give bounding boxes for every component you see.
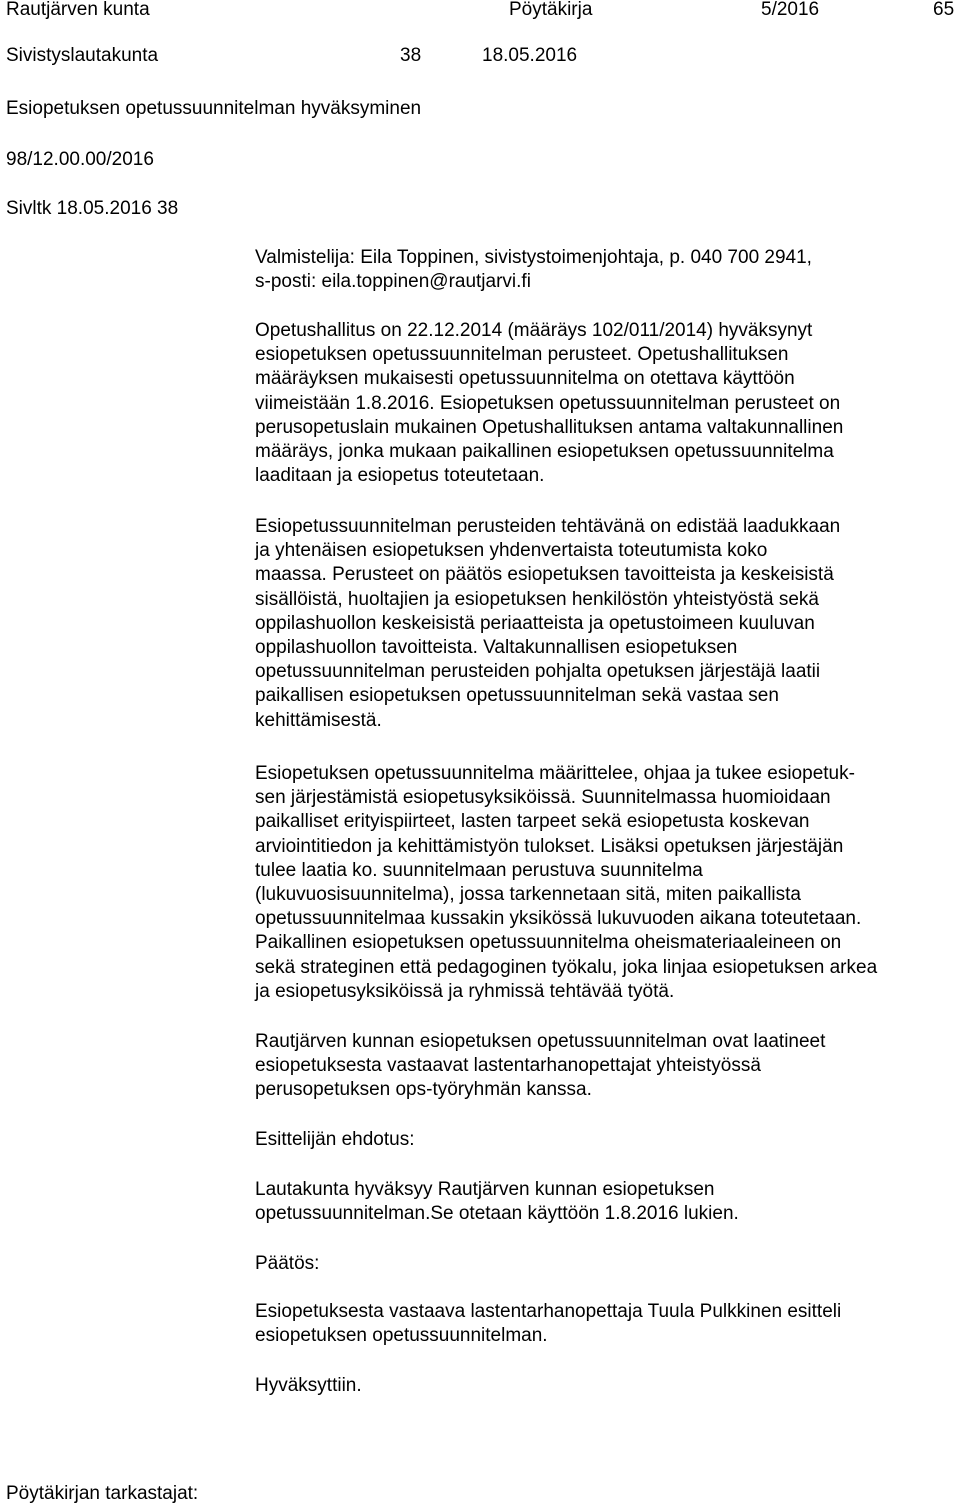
text-line: opetussuunnitelmaa kussakin yksikössä lukuvuoden aikana toteutetaan. [255, 908, 862, 930]
text-line: perusopetuslain mukainen Opetushallituksen antama valtakunnallinen [255, 416, 844, 438]
text-line: Esiopetuksesta vastaava lastentarhanopettaja Tuula Pulkkinen esitteli [255, 1301, 842, 1322]
text-line: Lautakunta hyväksyy Rautjärven kunnan esiopetuksen [255, 1179, 715, 1200]
text-line: sekä strateginen että pedagoginen työkalu, joka linjaa esiopetuksen arkea [255, 956, 878, 978]
text-line: paikalliset erityispiirteet, lasten tarpeet sekä esiopetusta koskevan [255, 811, 810, 833]
text-line: oppilashuollon keskeisistä periaatteista ja opetustoimeen kuuluvan [255, 612, 815, 634]
text-line: esiopetuksesta vastaavat lastentarhanopettajat yhteistyössä [255, 1055, 761, 1077]
text-line: sen järjestämistä esiopetusyksiköissä. Suunnitelmassa huomioidaan [255, 787, 831, 809]
text-line: opetussuunnitelman.Se otetaan käyttöön 1.8.2016 lukien. [255, 1203, 739, 1225]
paragraph-purpose [255, 515, 955, 733]
record-number: 98/12.00.00/2016 [6, 149, 154, 170]
meeting-date: 18.05.2016 [482, 45, 578, 66]
text-line: Esiopetuksen opetussuunnitelma määrittelee, ohjaa ja tukee esiopetuk- [255, 763, 855, 784]
decision-text [255, 1300, 955, 1348]
text-line: Paikallinen esiopetuksen opetussuunnitelma oheismateriaaleineen on [255, 932, 842, 954]
text-line: sisällöistä, huoltajien ja esiopetuksen henkilöstön yhteistyöstä sekä [255, 588, 819, 610]
matter-title: Esiopetuksen opetussuunnitelman hyväksyminen [6, 98, 422, 119]
text-line: Rautjärven kunnan esiopetuksen opetussuunnitelman ovat laatineet [255, 1031, 826, 1052]
section-number: 38 [400, 45, 422, 66]
paragraph-authors [255, 1030, 955, 1103]
text-line: paikallisen esiopetuksen opetussuunnitelman sekä vastaa sen [255, 685, 779, 707]
document-type: Pöytäkirja [509, 0, 593, 20]
preparer-line: Valmistelija: Eila Toppinen, sivistystoimenjohtaja, p. 040 700 2941, [255, 247, 812, 268]
text-line: määräyksen mukaisesti opetussuunnitelma on otettava käyttöön [255, 368, 795, 390]
text-line: opetussuunnitelman perusteiden pohjalta opetuksen järjestäjä laatii [255, 661, 821, 683]
proposal-text [255, 1178, 955, 1226]
decision-heading: Päätös: [255, 1253, 320, 1274]
text-line: ja yhtenäisen esiopetuksen yhdenvertaista toteutumista koko [255, 540, 768, 562]
text-line: ja esiopetusyksiköissä ja ryhmissä tehtävää työtä. [255, 980, 675, 1002]
text-line: tulee laatia ko. suunnitelmaan perustuva suunnitelma [255, 859, 703, 881]
inspectors-label: Pöytäkirjan tarkastajat: [6, 1483, 199, 1504]
text-line: (lukuvuosisuunnitelma), jossa tarkennetaan sitä, miten paikallista [255, 884, 801, 906]
paragraph-curriculum [255, 762, 955, 1004]
text-line: laaditaan ja esiopetus toteutetaan. [255, 465, 545, 487]
committee-name: Sivistyslautakunta [6, 45, 159, 66]
text-line: esiopetuksen opetussuunnitelman perusteet. Opetushallituksen [255, 344, 789, 366]
text-line: perusopetuksen ops-työryhmän kanssa. [255, 1079, 592, 1101]
text-line: arviointitiedon ja kehittämistyön tulokset. Lisäksi opetuksen järjestäjän [255, 835, 844, 857]
text-line: määräys, jonka mukaan paikallinen esiopetuksen opetussuunnitelma [255, 441, 834, 463]
decision-result: Hyväksyttiin. [255, 1375, 362, 1396]
proposal-heading: Esittelijän ehdotus: [255, 1129, 415, 1150]
text-line: viimeistään 1.8.2016. Esiopetuksen opetussuunnitelman perusteet on [255, 392, 841, 414]
municipality-name: Rautjärven kunta [6, 0, 150, 20]
text-line: Esiopetussuunnitelman perusteiden tehtävänä on edistää laadukkaan [255, 516, 841, 537]
text-line: esiopetuksen opetussuunnitelman. [255, 1325, 548, 1347]
text-line: kehittämisestä. [255, 709, 382, 731]
prior-handling: Sivltk 18.05.2016 38 [6, 198, 179, 219]
document-number: 5/2016 [761, 0, 820, 20]
text-line: oppilashuollon tavoitteista. Valtakunnallisen esiopetuksen [255, 637, 738, 659]
text-line: maassa. Perusteet on päätös esiopetuksen tavoitteista ja keskeisistä [255, 564, 834, 586]
paragraph-background [255, 319, 955, 488]
page-number: 65 [933, 0, 955, 20]
preparer-email-line: s-posti: eila.toppinen@rautjarvi.fi [255, 271, 531, 293]
text-line: Opetushallitus on 22.12.2014 (määräys 102/011/2014) hyväksynyt [255, 320, 813, 341]
preparer-block [255, 246, 955, 294]
